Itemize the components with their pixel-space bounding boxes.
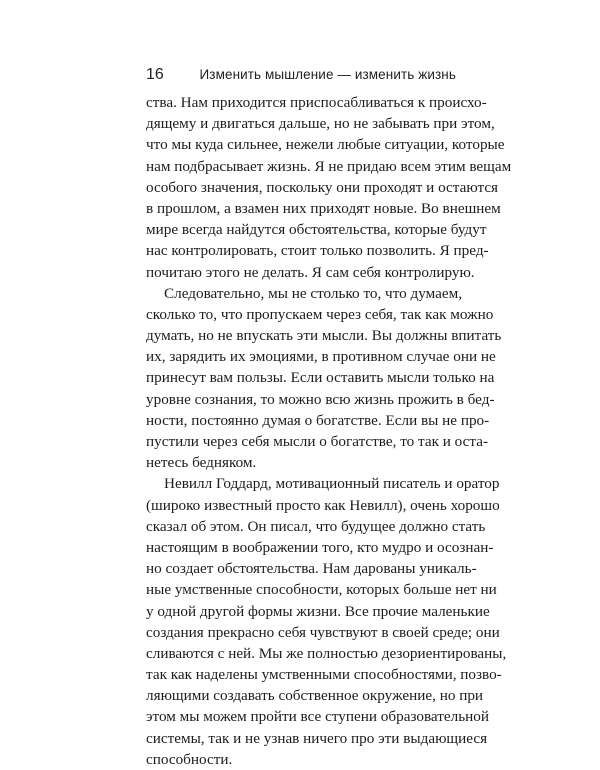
text-line: (широко известный просто как Невилл), очень хорошо	[146, 496, 500, 514]
text-line: что мы куда сильнее, нежели любые ситуации, которые	[146, 136, 505, 154]
text-line: почитаю этого не делать. Я сам себя контролирую.	[146, 263, 475, 281]
text-line: способности.	[146, 750, 233, 768]
text-line: системы, так и не узнав ничего про эти выдающиеся	[146, 729, 488, 747]
text-line: уровне сознания, то можно всю жизнь прожить в бед-	[146, 390, 495, 408]
text-line: нетесь бедняком.	[146, 454, 257, 472]
text-line: сказал об этом. Он писал, что будущее должно стать	[146, 517, 486, 535]
text-line: Следовательно, мы не столько то, что думаем,	[164, 284, 463, 302]
text-line: их, зарядить их эмоциями, в противном случае они не	[146, 348, 496, 366]
text-line: пустили через себя мысли о богатстве, то так и оста-	[146, 433, 489, 450]
text-line: настоящим в воображении того, кто мудро и осознан-	[146, 538, 494, 556]
text-line: думать, но не впускать эти мысли. Вы должны впитать	[146, 327, 502, 345]
text-line: ства. Нам приходится приспосабливаться к происхо-	[146, 94, 487, 111]
text-line: нас контролировать, стоит только позволить. Я пред-	[146, 242, 489, 260]
body-text	[146, 92, 512, 770]
page-header	[146, 64, 456, 86]
text-line: сливаются с ней. Мы же полностью дезориентированы,	[146, 644, 507, 662]
text-line: мире всегда найдутся обстоятельства, которые будут	[146, 221, 487, 239]
text-line: особого значения, поскольку они проходят и остаются	[146, 178, 499, 196]
text-line: нам подбрасывает жизнь. Я не придаю всем этим вещам	[146, 157, 512, 175]
text-line: но создает обстоятельства. Нам дарованы уникаль-	[146, 560, 477, 578]
text-line: этом мы можем пройти все ступени образовательной	[146, 708, 490, 726]
text-line: так как наделены умственными способностями, позво-	[146, 666, 502, 684]
text-line: Невилл Годдард, мотивационный писатель и оратор	[164, 475, 500, 493]
paragraph-1	[146, 92, 512, 283]
page-number: 16	[146, 66, 164, 83]
text-line: сколько то, что пропускаем через себя, так как можно	[146, 305, 494, 323]
text-line: ные умственные способности, которых больше нет ни	[146, 581, 497, 599]
text-line: принесут вам пользы. Если оставить мысли только на	[146, 369, 495, 387]
text-line: создания прекрасно себя чувствуют в своей среде; они	[146, 623, 500, 641]
text-line: дящему и двигаться дальше, но не забывать при этом,	[146, 115, 495, 133]
running-title: Изменить мышление — изменить жизнь	[199, 67, 456, 82]
text-line: ляющими создавать собственное окружение, но при	[146, 687, 484, 705]
paragraph-3	[146, 473, 507, 770]
text-line: в прошлом, а взамен них приходят новые. Во внешнем	[146, 199, 501, 217]
paragraph-2	[146, 283, 502, 474]
text-line: у одной другой формы жизни. Все прочие маленькие	[146, 602, 490, 620]
text-line: ности, постоянно думая о богатстве. Если вы не про-	[146, 411, 490, 429]
